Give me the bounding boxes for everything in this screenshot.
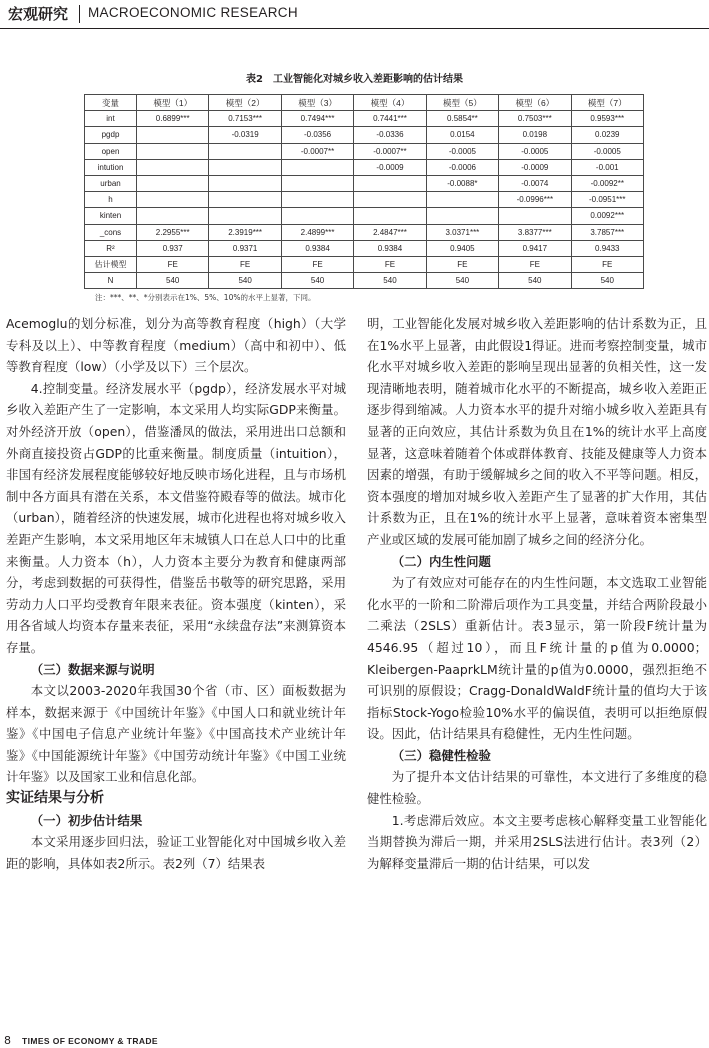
coefficient-cell [426,208,498,224]
coefficient-cell: 540 [209,273,281,289]
coefficient-cell: -0.0356 [281,127,353,143]
subsection-heading: （三）稳健性检验 [391,747,491,763]
coefficient-cell [137,127,209,143]
coefficient-cell: 0.7441*** [354,111,426,127]
coefficient-cell: -0.0092** [571,175,643,191]
coefficient-cell: 0.9593*** [571,111,643,127]
coefficient-cell: 2.4847*** [354,224,426,240]
journal-name: TIMES OF ECONOMY & TRADE [22,1036,159,1046]
coefficient-cell: 0.9433 [571,240,643,256]
coefficient-cell: 2.2955*** [137,224,209,240]
page-header [0,0,709,28]
coefficient-cell: 540 [571,273,643,289]
table-row [85,175,644,191]
table-row [85,273,644,289]
paragraph: 本文采用逐步回归法，验证工业智能化对中国城乡收入差距的影响，具体如表2所示。表2列（7）结果表 [6,834,346,871]
paragraph: 为了提升本文估计结果的可靠性，本文进行了多维度的稳健性检验。 [367,769,707,807]
coefficient-cell [137,192,209,208]
coefficient-cell [209,175,281,191]
coefficient-cell: 0.9405 [426,240,498,256]
coefficient-cell [209,143,281,159]
coefficient-cell [281,175,353,191]
subsection-heading: （三）数据来源与说明 [30,661,155,677]
header-rule [0,28,709,29]
coefficient-cell [354,192,426,208]
variable-name-cell: 估计模型 [85,256,137,272]
coefficient-cell: 0.9371 [209,240,281,256]
left-column [6,313,346,874]
coefficient-cell: -0.0951*** [571,192,643,208]
coefficient-cell: 2.4899*** [281,224,353,240]
coefficient-cell: -0.0088* [426,175,498,191]
page-number: 8 [4,1034,11,1047]
coefficient-cell [281,192,353,208]
coefficient-cell: 540 [137,273,209,289]
column-header: 模型（1） [137,95,209,111]
coefficient-cell [281,159,353,175]
table-row [85,240,644,256]
column-header: 模型（2） [209,95,281,111]
variable-name-cell: urban [85,175,137,191]
column-header: 变量 [85,95,137,111]
variable-name-cell: h [85,192,137,208]
table-row [85,208,644,224]
estimation-table [84,94,644,289]
column-header: 模型（7） [571,95,643,111]
variable-name-cell: open [85,143,137,159]
coefficient-cell: -0.0336 [354,127,426,143]
table-row [85,143,644,159]
coefficient-cell: -0.001 [571,159,643,175]
coefficient-cell: -0.0009 [499,159,571,175]
table-note: 注：***、**、*分别表示在1%、5%、10%的水平上显著，下同。 [95,293,316,302]
coefficient-cell: 2.3919*** [209,224,281,240]
coefficient-cell: -0.0005 [499,143,571,159]
coefficient-cell [281,208,353,224]
coefficient-cell [137,143,209,159]
coefficient-cell: -0.0319 [209,127,281,143]
coefficient-cell [354,175,426,191]
coefficient-cell: FE [426,256,498,272]
variable-name-cell: N [85,273,137,289]
coefficient-cell: 0.7153*** [209,111,281,127]
coefficient-cell [499,208,571,224]
coefficient-cell: FE [354,256,426,272]
coefficient-cell: FE [499,256,571,272]
coefficient-cell [137,208,209,224]
table-row [85,192,644,208]
coefficient-cell: 3.0371*** [426,224,498,240]
coefficient-cell: -0.0005 [571,143,643,159]
coefficient-cell: 540 [499,273,571,289]
table-row [85,256,644,272]
table-body [85,111,644,289]
coefficient-cell: 0.0154 [426,127,498,143]
coefficient-cell: 0.9417 [499,240,571,256]
table-header-row [85,95,644,111]
variable-name-cell: R² [85,240,137,256]
variable-name-cell: _cons [85,224,137,240]
paragraph: 明，工业智能化发展对城乡收入差距影响的估计系数为正，且在1%水平上显著，由此假设1得证。进而考察控制变量，城市化水平对城乡收入差距的影响呈现出显著的负相关性，这一发现清晰地表明，随着城市化水平的不断提高，城乡收入差距正逐步得到缩减。人力资本水平的提升对缩小城乡收入差距具有显著的正向效应，其估计系数为负且在1%的统计水平上高度显著，这意味着随着个体或群体教育、技能及健康等人力资本因素的增强，有助于缓解城乡之间的收入不平等问题。相反，资本强度的增加对城乡收入差距产生了显著的扩大作用，其估计系数为正，且在1%的统计水平上显著，意味着资本密集型产业或区域的发展可能加剧了城乡之间的经济分化。 [367,316,707,547]
coefficient-cell [209,192,281,208]
paragraph: Acemoglu的划分标准，划分为高等教育程度（high）（大学专科及以上）、中等教育程度（medium）（高中和初中）、低等教育程度（low）（小学及以下）三个层次。 [6,316,346,375]
coefficient-cell [209,208,281,224]
coefficient-cell: -0.0009 [354,159,426,175]
column-header: 模型（6） [499,95,571,111]
header-title: MACROECONOMIC RESEARCH [88,5,298,20]
coefficient-cell: 0.9384 [354,240,426,256]
right-column [367,313,707,874]
coefficient-cell: -0.0007** [354,143,426,159]
coefficient-cell: -0.0006 [426,159,498,175]
variable-name-cell: int [85,111,137,127]
coefficient-cell [137,159,209,175]
coefficient-cell: 0.0198 [499,127,571,143]
table-row [85,111,644,127]
coefficient-cell: FE [281,256,353,272]
paragraph: 1.考虑滞后效应。本文主要考虑核心解释变量工业智能化当期替换为滞后一期，并采用2SLS法进行估计。表3列（2）为解释变量滞后一期的估计结果，可以发 [367,812,707,871]
column-header: 模型（5） [426,95,498,111]
variable-name-cell: kinten [85,208,137,224]
coefficient-cell: 0.9384 [281,240,353,256]
variable-name-cell: pgdp [85,127,137,143]
section-label: 宏观研究 [8,5,69,23]
paragraph: 4.控制变量。经济发展水平（pgdp），经济发展水平对城乡收入差距产生了一定影响，本文采用人均实际GDP来衡量。对外经济开放（open），借鉴潘凤的做法，采用进出口总额和外商直接投资占GDP的比重来衡量。制度质量（intuition），非国有经济发展程度能够较好地反映市场化进程，且与市场机制中各方面具有潜在关系，本文借鉴符殿春等的做法。城市化（urban），随着经济的快速发展，城市化进程也将对城乡收入差距产生影响，本文采用地区年末城镇人口在总人口中的比重来衡量。人力资本（h），人力资本主要分为教育和健康两部分，考虑到数据的可获得性，借鉴岳书敬等的研究思路，采用劳动力人口平均受教育年限来表征。资本强度（kinten），采用各省域人均资本存量来表征，采用“永续盘存法”来测算资本存量。 [6,380,346,655]
coefficient-cell: -0.0996*** [499,192,571,208]
table-row [85,224,644,240]
header-divider [79,5,80,23]
paragraph: 为了有效应对可能存在的内生性问题，本文选取工业智能化水平的一阶和二阶滞后项作为工具变量，并结合两阶段最小二乘法（2SLS）重新估计。表3显示，第一阶段F统计量为4546.95（超过10），而且F统计量的p值为0.0000；Kleibergen-PaaprkLM统计量的p值为0.0000，强烈拒绝不可识别的原假设；Cragg-DonaldWaldF统计量的值均大于该指标Stock-Yogo检验10%水平的偏误值，表明可以拒绝原假设。因此，估计结果具有稳健性，无内生性问题。 [367,575,707,742]
coefficient-cell: 540 [426,273,498,289]
table-row [85,159,644,175]
coefficient-cell: FE [137,256,209,272]
section-heading: 实证结果与分析 [6,790,104,807]
coefficient-cell [209,159,281,175]
column-header: 模型（3） [281,95,353,111]
coefficient-cell: FE [209,256,281,272]
subsection-heading: （二）内生性问题 [391,553,491,569]
coefficient-cell: 0.6899*** [137,111,209,127]
coefficient-cell: 540 [281,273,353,289]
paragraph: 本文以2003-2020年我国30个省（市、区）面板数据为样本，数据来源于《中国统计年鉴》《中国人口和就业统计年鉴》《中国电子信息产业统计年鉴》《中国高技术产业统计年鉴》《中国能源统计年鉴》《中国劳动统计年鉴》《中国工业统计年鉴》以及国家工业和信息化部。 [6,683,346,785]
coefficient-cell: -0.0074 [499,175,571,191]
coefficient-cell [137,175,209,191]
coefficient-cell [354,208,426,224]
table-title: 表2 工业智能化对城乡收入差距影响的估计结果 [246,74,463,85]
coefficient-cell: -0.0007** [281,143,353,159]
coefficient-cell: 0.5854** [426,111,498,127]
coefficient-cell: FE [571,256,643,272]
coefficient-cell [426,192,498,208]
column-header: 模型（4） [354,95,426,111]
coefficient-cell: 3.8377*** [499,224,571,240]
table-row [85,127,644,143]
coefficient-cell: 3.7857*** [571,224,643,240]
coefficient-cell: 0.0239 [571,127,643,143]
coefficient-cell: -0.0005 [426,143,498,159]
subsection-heading: （一）初步估计结果 [30,812,143,828]
variable-name-cell: intution [85,159,137,175]
coefficient-cell: 0.937 [137,240,209,256]
coefficient-cell: 0.7494*** [281,111,353,127]
coefficient-cell: 540 [354,273,426,289]
coefficient-cell: 0.7503*** [499,111,571,127]
coefficient-cell: 0.0092*** [571,208,643,224]
